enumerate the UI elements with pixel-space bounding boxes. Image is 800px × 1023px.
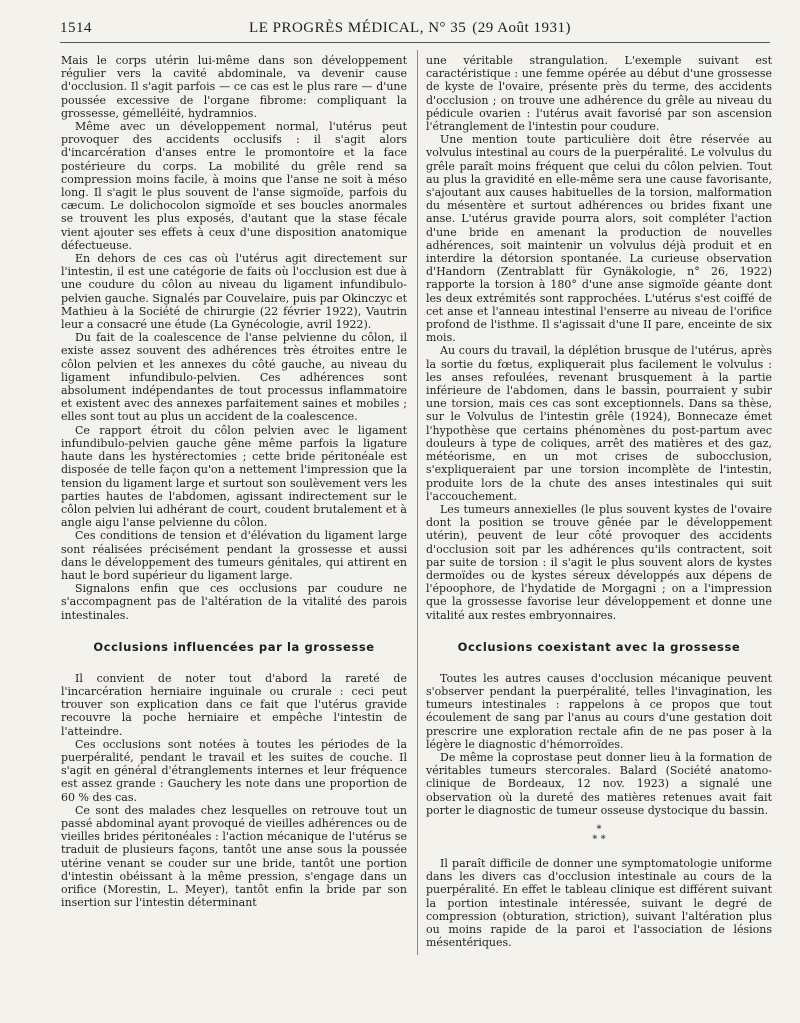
paragraph: Les tumeurs annexielles (le plus souvent kystes de l'ovaire dont la position se trouve gênée par le développement utérin), peuvent de leur côté provoquer des accidents d'occlusion soit par les adhérences qu'ils contractent, soit par suite de torsion : il s'agit le plus souvent alors de kystes dermoïdes ou de kystes séreux développés aux dépens de l'époophore, de l'hydatide de Morgagni ; on a l'impression que la grossesse favorise leur développement et donne une vitalité aux restes embryonnaires. [426,502,772,622]
paragraph: Une mention toute particulière doit être réservée au volvulus intestinal au cours de la puerpéralité. Le volvulus du grêle paraît moins fréquent que celui du côlon pelvien. Tout au plus la gravidité en elle-même sera une cause favorisante, s'ajoutant aux causes habituelles de la torsion, malformation du mésentère et surtout adhérences ou brides fixant une anse. L'utérus gravide pourra alors, soit compléter l'action d'une bride en amenant la production de nouvelles adhérences, soit maintenir un volvulus déjà produit et en interdire la détorsion spontanée. La curieuse observation d'Handorn (Zentrablatt für Gynäkologie, n° 26, 1922) rapporte la torsion à 180° d'une anse sigmoïde géante dont les deux extrémités sont rapprochées. L'utérus s'est coiffé de cet anse et l'anneau intestinal l'enserre au niveau de l'orifice profond de l'isthme. Il s'agissait d'une II pare, enceinte de six mois. [426,133,772,345]
paragraph: De même la coprostase peut donner lieu à la formation de véritables tumeurs stercorales. Balard (Société anatomo-clinique de Bordeaux, 12 nov. 1923) a signalé une observation où la dureté des matières retenues avait fait porter le diagnostic de tumeur osseuse dystocique du bassin. [426,750,772,817]
asterisk-bottom: * * [592,833,606,845]
paragraph: Toutes les autres causes d'occlusion mécanique peuvent s'observer pendant la puerpéralité, telles l'invagination, les tumeurs intestinales : rappelons à ce propos que tout écoulement de sang par l'anus au cours d'une gestation doit prescrire une exploration rectale afin de ne pas poser à la légère le diagnostic d'hémorroïdes. [426,671,772,751]
paragraph: Il paraît difficile de donner une symptomatologie uniforme dans les divers cas d'occlusion intestinale au cours de la puerpéralité. En effet le tableau clinique est différent suivant la portion intestinale intéressée, suivant le degré de compression (obturation, striction), suivant l'altération plus ou moins rapide de la paroi et l'association de lésions mésentériques. [426,856,772,950]
section-heading: Occlusions coexistant avec la grossesse [457,639,741,654]
paragraph: Signalons enfin que ces occlusions par coudure ne s'accompagnent pas de l'altération de la vitalité des parois intestinales. [61,582,407,622]
paragraph: Au cours du travail, la déplétion brusque de l'utérus, après la sortie du fœtus, expliquerait plus facilement le volvulus : les anses refoulées, revenant brusquement à la partie inférieure de l'abdomen, dans le bassin, pourraient y subir une torsion, mais ces cas sont exceptionnels. Dans sa thèse, sur le Volvulus de l'intestin grêle (1924), Bonnecaze émet l'hypothèse que certains phénomènes du post-partum avec douleurs à type de coliques, arrêt des matières et des gaz, météorisme, en un mot crises de subocclusion, s'expliqueraient par une torsion incomplète de l'intestin, produite lors de la chute des anses intestinales qui suit l'accouchement. [426,344,772,503]
column-rule [417,50,418,955]
issue-date: (29 Août 1931) [472,20,571,36]
paragraph: Ce sont des malades chez lesquelles on retrouve tout un passé abdominal ayant provoqué de vieilles adhérences ou de vieilles brides péritonéales : l'action mécanique de l'utérus se traduit de plusieurs façons, tantôt une anse sous la poussée utérine venant se couder sur une bride, tantôt une portion d'intestin obéissant à la même pression, s'engage dans un orifice (Morestin, L. Meyer), tantôt enfin la bride par son insertion sur l'intestin déterminant [61,803,407,910]
section-separator [426,825,772,845]
paragraph: Même avec un développement normal, l'utérus peut provoquer des accidents occlusifs : il s'agit alors d'incarcération d'anses entre le promontoire et la face postérieure du corps. La mobilité du grêle rend sa compression moins facile, à moins que l'anse ne soit à méso long. Il s'agit le plus souvent de l'anse sigmoïde, parfois du cæcum. Le dolichocolon sigmoïde et ses boucles anormales se trouvent les plus exposés, d'autant que la stase fécale vient ajouter ses effets à ceux d'une disposition anatomique défectueuse. [61,120,407,252]
paragraph: Ce rapport étroit du côlon pelvien avec le ligament infundibulo-pelvien gauche gêne même parfois la ligature haute dans les hystérectomies ; cette bride péritonéale est disposée de telle façon qu'on a nettement l'impression que la tension du ligament large et surtout son soulèvement vers les parties hautes de l'abdomen, agissant indirectement sur le côlon pelvien lui adhérant de court, coudent brutalement et à angle aigu l'anse pelvienne du côlon. [61,423,407,530]
left-column [61,54,407,909]
right-column [426,54,772,949]
asterisk-top: * [596,823,602,835]
paragraph: Mais le corps utérin lui-même dans son développement régulier vers la cavité abdominale, va devenir cause d'occlusion. Il s'agit parfois — ce cas est le plus rare — d'une poussée excessive de l'organe fibrome: compliquant la grossesse, gémelléité, hydramnios. [61,54,407,120]
header-rule [60,42,770,43]
paragraph: Du fait de la coalescence de l'anse pelvienne du côlon, il existe assez souvent des adhérences très étroites entre le côlon pelvien et les annexes du côté gauche, au niveau du ligament infundibulo-pelvien. Ces adhérences sont absolument indépendantes de tout processus inflammatoire et existent avec des annexes parfaitement saines et mobiles ; elles sont tout au plus un accident de la coalescence. [61,331,407,424]
paragraph: Ces occlusions sont notées à toutes les périodes de la puerpéralité, pendant le travail et les suites de couche. Il s'agit en général d'étranglements internes et leur fréquence est assez grande : Gauchery les note dans une proportion de 60 % des cas. [61,737,407,804]
paragraph: En dehors de ces cas où l'utérus agit directement sur l'intestin, il est une catégorie de faits où l'occlusion est due à une coudure du côlon au niveau du ligament infundibulo-pelvien gauche. Signalés par Couvelaire, puis par Okinczyc et Mathieu à la Société de chirurgie (22 février 1922), Vautrin leur a consacré une étude (La Gynécologie, avril 1922). [61,252,407,332]
paragraph: Il convient de noter tout d'abord la rareté de l'incarcération herniaire inguinale ou crurale : ceci peut trouver son explication dans ce fait que l'utérus gravide recouvre la poche herniaire et empêche l'intestin de l'atteindre. [61,671,407,738]
journal-title [60,20,760,37]
page-number: 1514 [60,20,92,36]
journal-name: LE PROGRÈS MÉDICAL, N° 35 [249,20,467,36]
section-heading: Occlusions influencées par la grossesse [93,639,375,654]
paragraph: Ces conditions de tension et d'élévation du ligament large sont réalisées précisément pendant la grossesse et aussi dans le développement des tumeurs génitales, qui attirent en haut le bord supérieur du ligament large. [61,529,407,582]
running-head [60,18,760,38]
paragraph: une véritable strangulation. L'exemple suivant est caractéristique : une femme opérée au début d'une grossesse de kyste de l'ovaire, présente près du terme, des accidents d'occlusion ; on trouve une adhérence du grêle au niveau du pédicule ovarien : l'utérus avait favorisé par son ascension l'étranglement de l'intestin pour coudure. [426,54,772,134]
